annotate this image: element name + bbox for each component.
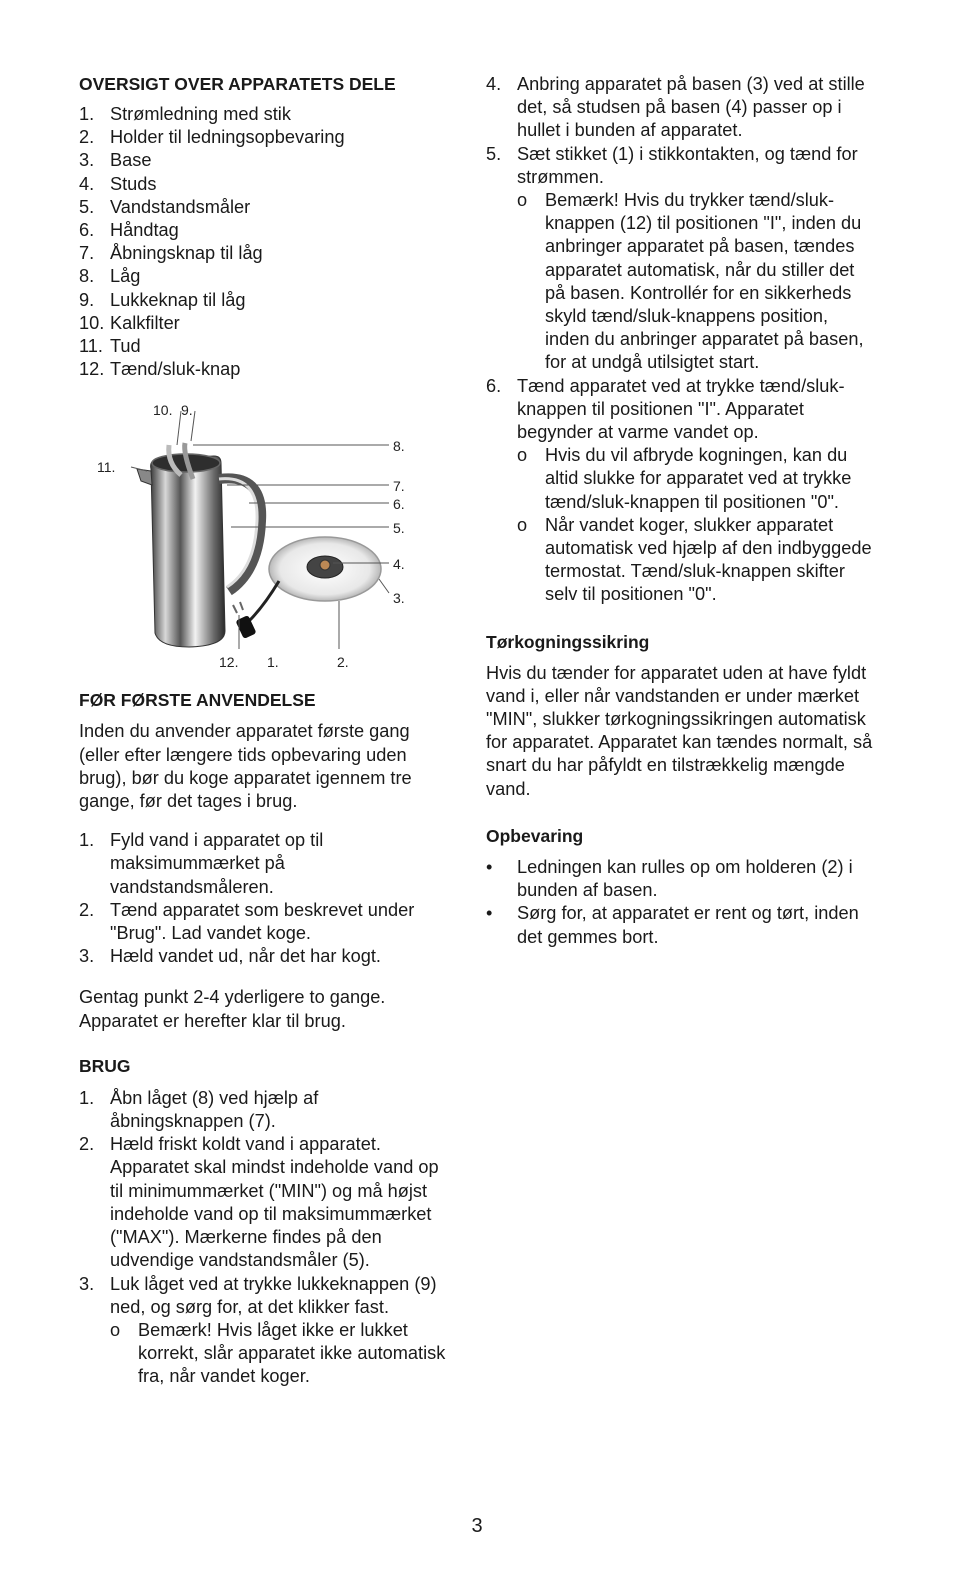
callout-7: 7. [393,478,405,495]
item-number: 1. [79,830,95,851]
list-item [486,902,876,948]
list-item [79,126,449,149]
callout-3: 3. [393,590,405,607]
list-item [486,143,876,375]
sub-list [110,1319,449,1389]
callout-10: 10. [153,402,173,419]
item-text: Anbring apparatet på basen (3) ved at stille det, så studsen på basen (4) passer op i hullet i bunden af apparatet. [517,74,865,141]
callout-11: 11. [97,459,116,476]
sub-list [517,189,876,375]
item-text: Når vandet koger, slukker apparatet automatisk ved hjælp af den indbyggede termostat. Tænd/sluk-knappen skifter selv til positionen "0". [545,514,872,605]
list-item [79,196,449,219]
item-text: Håndtag [110,220,179,241]
list-item [79,829,449,899]
list-item [517,444,876,514]
kettle-illustration [89,401,429,681]
item-text: Lukkeknap til låg [110,289,246,310]
list-item [79,1087,449,1133]
item-text: Bemærk! Hvis du trykker tænd/sluk-knappen (12) til positionen "I", inden du anbringer apparatet på basen, tændes apparatet automatisk, når du stiller det på basen. Kontrollér for en sikkerheds skyld tænd/sluk-knappens position, inden du anbringer apparatet på basen, for at undgå utilsigtet start. [545,190,864,373]
item-number: 6. [79,220,95,241]
list-item [79,173,449,196]
list-item [79,1133,449,1272]
item-number: 8. [79,266,95,287]
item-text: Sæt stikket (1) i stikkontakten, og tænd for strømmen. [517,143,858,187]
list-item [79,1273,449,1389]
item-text: Vandstandsmåler [110,196,251,217]
item-text: Hæld friskt koldt vand i apparatet. Apparatet skal mindst indeholde vand op til minimummærket ("MIN") og må højst indeholde vand op til maksimummærket ("MAX"). Mærkerne findes på den udvendige vandstandsmåler (5). [110,1134,439,1271]
sub-marker: o [517,190,528,211]
item-number: 4. [486,74,502,94]
list-item [79,242,449,265]
dry-boil-heading: Tørkogningssikring [486,631,650,652]
right-column [486,73,876,949]
usage-steps-left [79,1087,449,1389]
storage-list [486,856,876,949]
item-text: Tænd apparatet ved at trykke tænd/sluk-knappen til positionen "I". Apparatet begynder at varme vandet op. [517,375,845,443]
usage-steps-right [486,73,876,607]
item-text: Luk låget ved at trykke lukkeknappen (9) ned, og sørg for, at det klikker fast. [110,1273,437,1317]
bullet-marker: • [486,856,493,877]
item-text: Bemærk! Hvis låget ikke er lukket korrekt, slår apparatet ikke automatisk fra, når vandet koger. [138,1319,446,1387]
item-number: 5. [486,143,502,164]
item-number: 4. [79,173,95,194]
callout-6: 6. [393,496,405,513]
kettle-diagram [89,401,429,681]
parts-heading: OVERSIGT OVER APPARATETS DELE [79,74,396,94]
item-number: 11. [79,336,103,357]
sub-marker: o [517,514,528,535]
usage-heading: BRUG [79,1055,131,1076]
item-text: Hvis du vil afbryde kogningen, kan du altid slukke for apparatet ved at trykke tænd/sluk-knappen til positionen "0". [545,445,852,512]
sub-marker: o [517,445,528,466]
item-number: 5. [79,196,95,217]
item-number: 2. [79,1134,95,1155]
item-text: Åbningsknap til låg [110,243,263,264]
first-use-intro: Inden du anvender apparatet første gang (eller efter længere tids opbevaring uden brug), bør du koge apparatet igennem tre gange, før det tages i brug. [79,721,412,812]
first-use-outro: Gentag punkt 2-4 yderligere to gange. Apparatet er herefter klar til brug. [79,987,386,1031]
item-number: 2. [79,127,95,148]
list-item [79,149,449,172]
sub-marker: o [110,1319,121,1340]
item-text: Hæld vandet ud, når det har kogt. [110,946,381,967]
callout-8: 8. [393,438,405,455]
item-text: Tænd apparatet som beskrevet under "Brug". Lad vandet koge. [110,899,415,944]
item-number: 3. [79,150,95,171]
first-use-steps [79,829,449,968]
left-column [79,73,449,1389]
item-text: Studs [110,173,157,194]
page-number: 3 [471,1515,483,1537]
item-number: 1. [79,104,95,124]
list-item [79,219,449,242]
first-use-heading: FØR FØRSTE ANVENDELSE [79,690,316,711]
list-item [79,899,449,945]
list-item [79,312,449,335]
item-text: Låg [110,266,141,287]
item-text: Holder til ledningsopbevaring [110,127,345,148]
item-number: 3. [79,946,95,967]
item-number: 6. [486,375,502,396]
list-item [79,358,449,381]
list-item [517,189,876,375]
item-number: 1. [79,1087,95,1108]
item-text: Base [110,150,152,171]
item-number: 2. [79,899,95,920]
bullet-marker: • [486,903,493,924]
list-item [517,514,876,607]
callout-2: 2. [337,654,349,671]
list-item [486,375,876,607]
item-text: Fyld vand i apparatet op til maksimummærket på vandstandsmåleren. [110,830,324,897]
item-text: Åbn låget (8) ved hjælp af åbningsknappen (7). [110,1087,319,1132]
item-text: Kalkfilter [110,312,180,333]
list-item [79,289,449,312]
item-number: 9. [79,289,95,310]
list-item [110,1319,449,1389]
list-item [486,856,876,902]
list-item [79,103,449,126]
item-text: Tænd/sluk-knap [110,359,241,380]
list-item [79,335,449,358]
item-number: 12. [79,359,105,380]
callout-4: 4. [393,556,405,573]
item-number: 3. [79,1273,95,1294]
callout-5: 5. [393,520,405,537]
dry-boil-text: Hvis du tænder for apparatet uden at have fyldt vand i, eller når vandstanden er under mærket "MIN", slukker tørkogningssikringen automatisk for apparatet. Apparatet kan tændes normalt, så snart du har påfyldt en tilstrækkelig mængde vand. [486,662,873,799]
list-item [486,73,876,143]
item-text: Sørg for, at apparatet er rent og tørt, inden det gemmes bort. [517,903,859,947]
item-number: 7. [79,243,95,264]
item-text: Ledningen kan rulles op om holderen (2) i bunden af basen. [517,856,853,901]
callout-1: 1. [267,654,279,671]
parts-list [79,103,449,381]
item-number: 10. [79,312,105,333]
list-item [79,945,449,968]
sub-list [517,444,876,606]
item-text: Strømledning med stik [110,104,291,124]
storage-heading: Opbevaring [486,825,584,846]
list-item [79,265,449,288]
callout-9: 9. [181,402,193,419]
item-text: Tud [110,336,141,357]
callout-12: 12. [219,654,239,671]
